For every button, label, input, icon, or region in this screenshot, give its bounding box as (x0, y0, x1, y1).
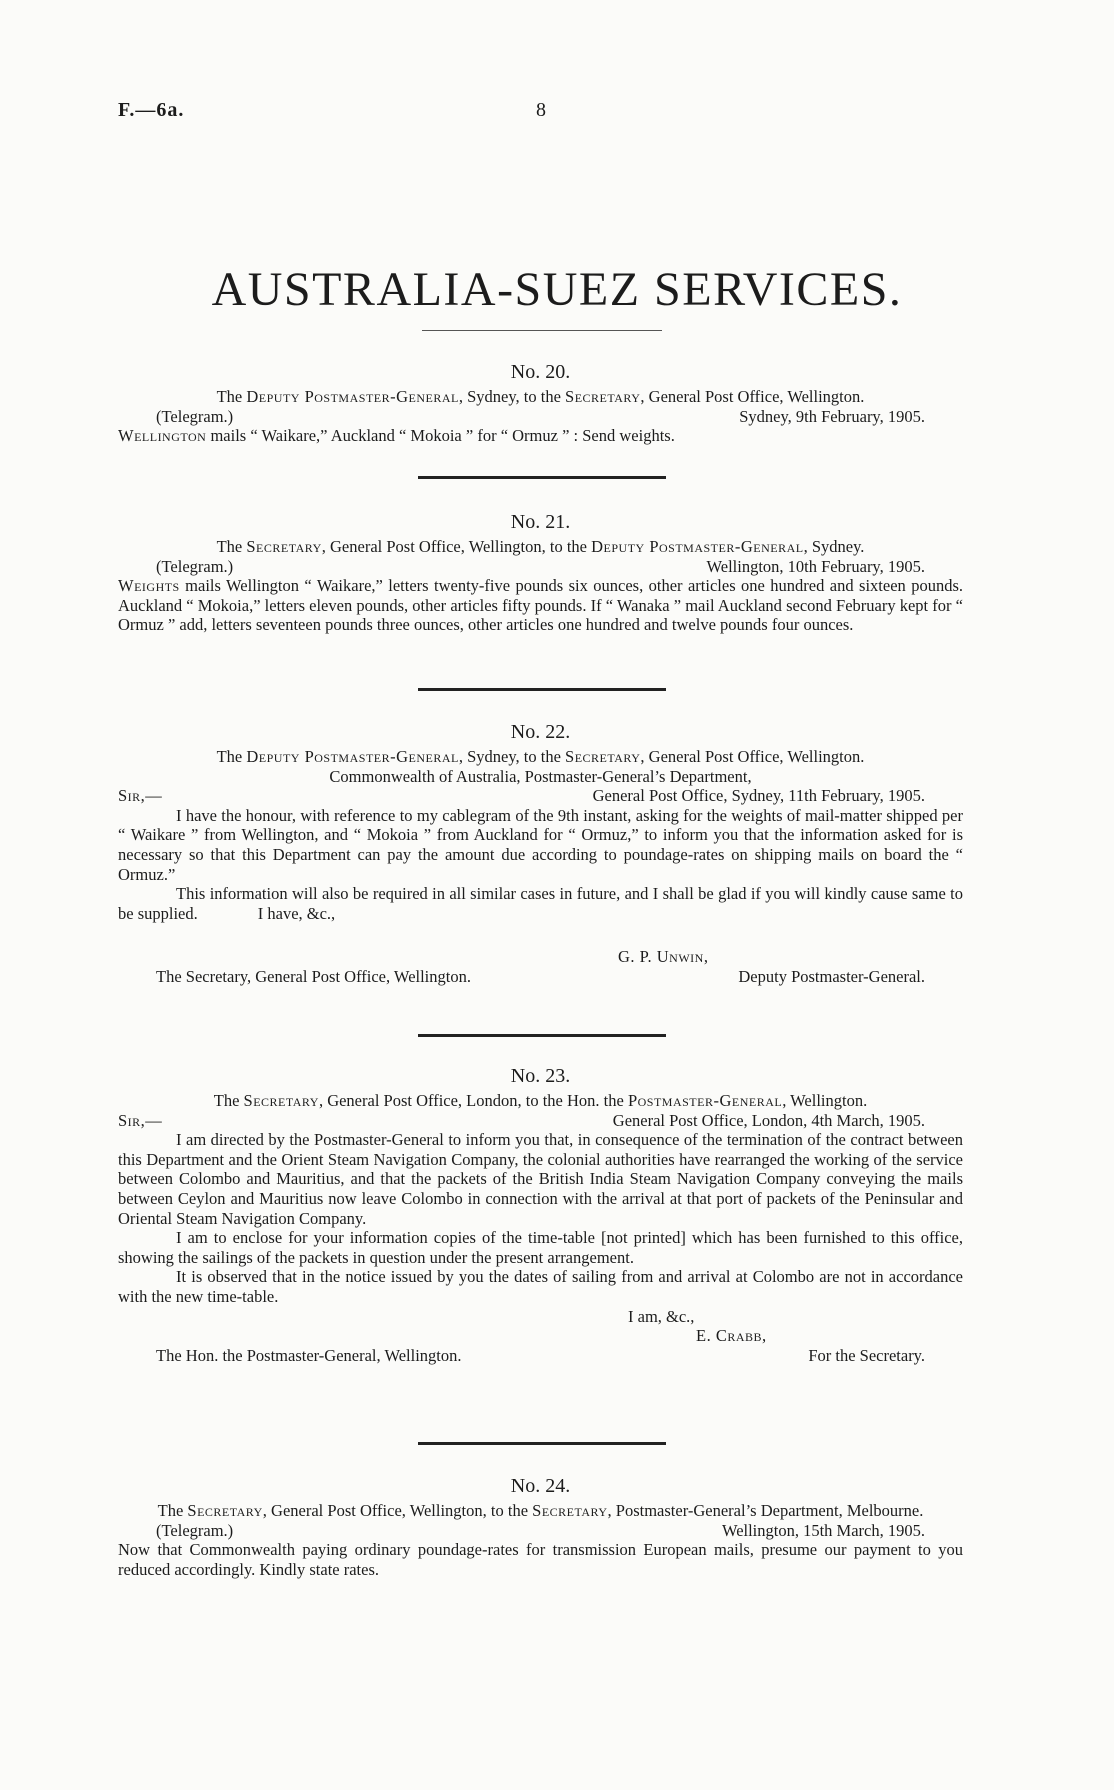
address-line: The Deputy Postmaster-General, Sydney, to the Secretary, General Post Office, Wellington. (216, 387, 865, 406)
section-no-22 (118, 720, 963, 987)
message-body: Wellington mails “ Waikare,” Auckland “ Mokoia ” for “ Ormuz ” : Send weights. (118, 426, 675, 446)
address-line: The Secretary, General Post Office, Wellington, to the Secretary, Postmaster-General’s Department, Melbourne. (157, 1501, 924, 1520)
letter-paragraph: It is observed that in the notice issued by you the dates of sailing from and arrival at Colombo are not in accordance with the new time-table. (118, 1267, 963, 1306)
section-number: No. 22. (510, 721, 571, 743)
page-title: AUSTRALIA-SUEZ SERVICES. (211, 263, 903, 316)
salutation-dateline: Sir,— General Post Office, London, 4th March, 1905. (118, 1110, 925, 1130)
section-divider (418, 1442, 666, 1445)
section-number: No. 23. (510, 1065, 571, 1087)
section-divider (418, 1034, 666, 1037)
salutation-dateline: Sir,— General Post Office, Sydney, 11th February, 1905. (118, 786, 925, 806)
section-number: No. 20. (510, 361, 571, 383)
addressee-line: The Hon. the Postmaster-General, Wellington. For the Secretary. (156, 1345, 925, 1365)
section-no-20 (118, 360, 963, 446)
dateline: (Telegram.) Sydney, 9th February, 1905. (156, 406, 925, 426)
title-divider (422, 330, 662, 331)
section-no-23 (118, 1064, 963, 1365)
address-line: The Secretary, General Post Office, Wellington, to the Deputy Postmaster-General, Sydney. (216, 537, 865, 556)
signature: E. Crabb, (696, 1326, 767, 1346)
closing-line: I am, &c., (628, 1306, 695, 1326)
section-number: No. 24. (510, 1475, 571, 1497)
address-line: The Secretary, General Post Office, London, to the Hon. the Postmaster-General, Wellington. (213, 1091, 868, 1110)
section-number: No. 21. (510, 511, 571, 533)
letter-paragraph: I am to enclose for your information copies of the time-table [not printed] which has been furnished to this office, showing the sailings of the packets in question under the present arrangement. (118, 1228, 963, 1267)
section-divider (418, 688, 666, 691)
dateline: (Telegram.) Wellington, 15th March, 1905. (156, 1520, 925, 1540)
letter-paragraph: I have the honour, with reference to my cablegram of the 9th instant, asking for the weights of mail-matter shipped per “ Waikare ” from Wellington, and “ Mokoia ” from Auckland for “ Ormuz,” to inform you that the information asked for is necessary so that this Department can pay the amount due according to poundage-rates on shipping mails on board the “ Ormuz.” (118, 805, 963, 884)
dateline: (Telegram.) Wellington, 10th February, 1905. (156, 556, 925, 576)
section-no-24 (118, 1474, 963, 1579)
page-reference: F.—6a. (118, 99, 185, 121)
letter-paragraph: This information will also be required in all similar cases in future, and I shall be glad if you will kindly cause same to be supplied. I have, &c., (118, 884, 963, 923)
department-line: Commonwealth of Australia, Postmaster-General’s Department, (329, 766, 752, 786)
message-body: Now that Commonwealth paying ordinary poundage-rates for transmission European mails, presume our payment to you reduced accordingly. Kindly state rates. (118, 1540, 963, 1579)
signature: G. P. Unwin, (618, 947, 709, 967)
addressee-line: The Secretary, General Post Office, Wellington. Deputy Postmaster-General. (156, 966, 925, 986)
section-no-21 (118, 510, 963, 635)
letter-paragraph: I am directed by the Postmaster-General to inform you that, in consequence of the termination of the contract between this Department and the Orient Steam Navigation Company, the colonial authorities have rearranged the working of the service between Colombo and Mauritius, and that the packets of the British India Steam Navigation Company conveying the mails between Ceylon and Mauritius now leave Colombo in connection with the arrival at that port of packets of the Peninsular and Oriental Steam Navigation Company. (118, 1130, 963, 1228)
message-body: Weights mails Wellington “ Waikare,” letters twenty-five pounds six ounces, other articles one hundred and sixteen pounds. Auckland “ Mokoia,” letters eleven pounds, other articles fifty pounds. If “ Wanaka ” mail Auckland second February kept for “ Ormuz ” add, letters seventeen pounds three ounces, other articles one hundred and twelve pounds four ounces. (118, 576, 963, 635)
section-divider (418, 476, 666, 479)
address-line: The Deputy Postmaster-General, Sydney, to the Secretary, General Post Office, Wellington. (216, 747, 865, 766)
page-number: 8 (536, 99, 546, 121)
